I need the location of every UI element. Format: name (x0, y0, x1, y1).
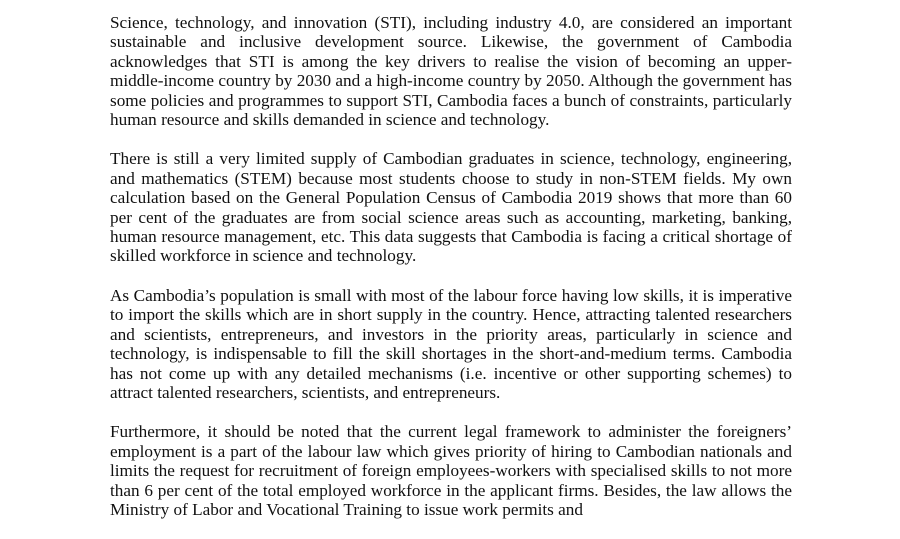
paragraph-legal-framework: Furthermore, it should be noted that the current legal framework to administer the foreigners’ employment is a part of the labour law which gives priority of hiring to Cambodian nationals and limits the request for recruitment of foreign employees-workers with specialised skills to not more than 6 per cent of the total employed workforce in the applicant firms. Besides, the law allows the Ministry of Labor and Vocational Training to issue work permits and (110, 422, 792, 519)
paragraph-sti-overview: Science, technology, and innovation (STI), including industry 4.0, are considered an important sustainable and inclusive development source. Likewise, the government of Cambodia acknowledges that STI is among the key drivers to realise the vision of becoming an upper-middle-income country by 2030 and a high-income country by 2050. Although the government has some policies and programmes to support STI, Cambodia faces a bunch of constraints, particularly human resource and skills demanded in science and technology. (110, 13, 792, 130)
paragraph-stem-supply: There is still a very limited supply of Cambodian graduates in science, technology, engineering, and mathematics (STEM) because most students choose to study in non-STEM fields. My own calculation based on the General Population Census of Cambodia 2019 shows that more than 60 per cent of the graduates are from social science areas such as accounting, marketing, banking, human resource management, etc. This data suggests that Cambodia is facing a critical shortage of skilled workforce in science and technology. (110, 149, 792, 266)
document-body (110, 13, 792, 539)
paragraph-import-skills: As Cambodia’s population is small with most of the labour force having low skills, it is imperative to import the skills which are in short supply in the country. Hence, attracting talented researchers and scientists, entrepreneurs, and investors in the priority areas, particularly in science and technology, is indispensable to fill the skill shortages in the short-and-medium terms. Cambodia has not come up with any detailed mechanisms (i.e. incentive or other supporting schemes) to attract talented researchers, scientists, and entrepreneurs. (110, 285, 792, 402)
